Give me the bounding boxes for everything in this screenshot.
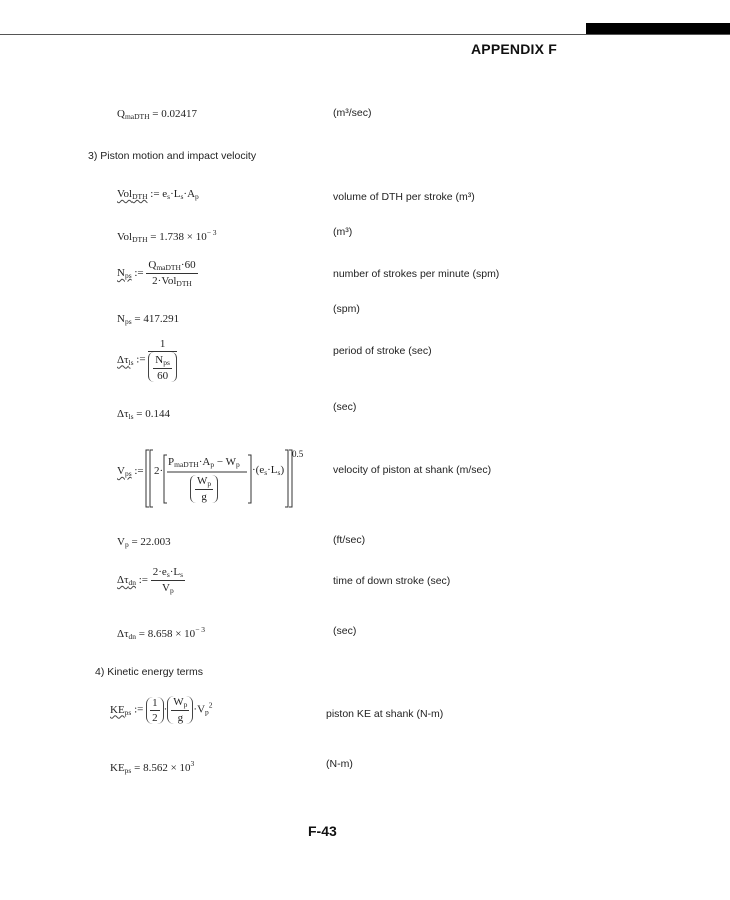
- nps-description: number of strokes per minute (spm): [333, 268, 500, 280]
- vol-description: volume of DTH per stroke (m³): [333, 191, 475, 203]
- nps-unit: (spm): [333, 303, 360, 315]
- dtdn-value: 8.658: [147, 628, 173, 640]
- ke-description: piston KE at shank (N-m): [326, 708, 444, 720]
- vps-factor: 2·: [154, 465, 164, 477]
- dtls-result: $\Delta\tau_{ls} = 0.144$: [117, 408, 170, 421]
- section-4-heading: 4) Kinetic energy terms: [95, 666, 203, 678]
- ke-value: 8.562: [143, 762, 168, 774]
- qma-equation: $Q_{maDTH} = 0.02417$: [117, 108, 197, 121]
- nps-value: 417.291: [143, 313, 180, 325]
- vps-numerator: $P_{maDTH}\cdot A_p - W_p$: [168, 456, 240, 469]
- dtls-description: period of stroke (sec): [333, 345, 432, 357]
- vps-label: $V_{ps}$ :=: [117, 465, 144, 478]
- vps-denominator: $\frac{W_p}{g}$: [190, 475, 218, 503]
- dtdn-unit: (sec): [333, 625, 357, 637]
- vol-unit: (m³): [333, 226, 353, 238]
- vps-length-term: $\cdot(e_s\cdot L_s)$: [252, 464, 285, 477]
- vp-value: 22.003: [140, 536, 171, 548]
- ke-result: $KE_{ps} = 8.562 \times 10^3$: [110, 759, 195, 775]
- dtdn-result: $\Delta\tau_{dn} = 8.658 \times 10^{- 3}$: [117, 625, 206, 641]
- vol-definition: Vol$_{DTH}$ := $e_s\cdot L_s\cdot A_p$: [117, 188, 199, 201]
- vps-description: velocity of piston at shank (m/sec): [333, 464, 492, 476]
- dtdn-description: time of down stroke (sec): [333, 575, 451, 587]
- vol-value: 1.738: [159, 231, 184, 243]
- vp-result: $V_p = 22.003$: [117, 536, 171, 549]
- nps-result: $N_{ps} = 417.291$: [117, 313, 180, 326]
- ke-unit: (N-m): [326, 758, 353, 770]
- vp-unit: (ft/sec): [333, 534, 366, 546]
- nps-definition: $N_{ps}$ := $\frac{Q_{maDTH}\cdot 60}{2\cdot Vol_{DTH}}$: [117, 259, 196, 288]
- dtls-definition: $\Delta\tau_{ls}$ := $\frac{1}{\frac{N_{ps}}{60}}$: [117, 338, 177, 382]
- section-3-heading: 3) Piston motion and impact velocity: [88, 150, 257, 162]
- dtdn-definition: $\Delta\tau_{dn}$ := $\frac{2\cdot e_s\cdot L_s}{V_p}$: [117, 566, 184, 595]
- qma-value: 0.02417: [161, 108, 197, 120]
- qma-unit: (m³/sec): [333, 107, 372, 119]
- appendix-title: APPENDIX F: [470, 41, 557, 57]
- ke-definition: $KE_{ps}$ := $\frac{1}{2}$ · $\frac{W_p}{g}$ $\cdot V_p^2$: [110, 696, 213, 724]
- page-number: F-43: [308, 823, 337, 839]
- vps-exponent: 0.5: [292, 449, 304, 459]
- dtls-unit: (sec): [333, 401, 357, 413]
- dtls-value: 0.144: [145, 408, 170, 420]
- vol-result: $Vol_{DTH} = 1.738 \times 10^{- 3}$: [117, 228, 217, 244]
